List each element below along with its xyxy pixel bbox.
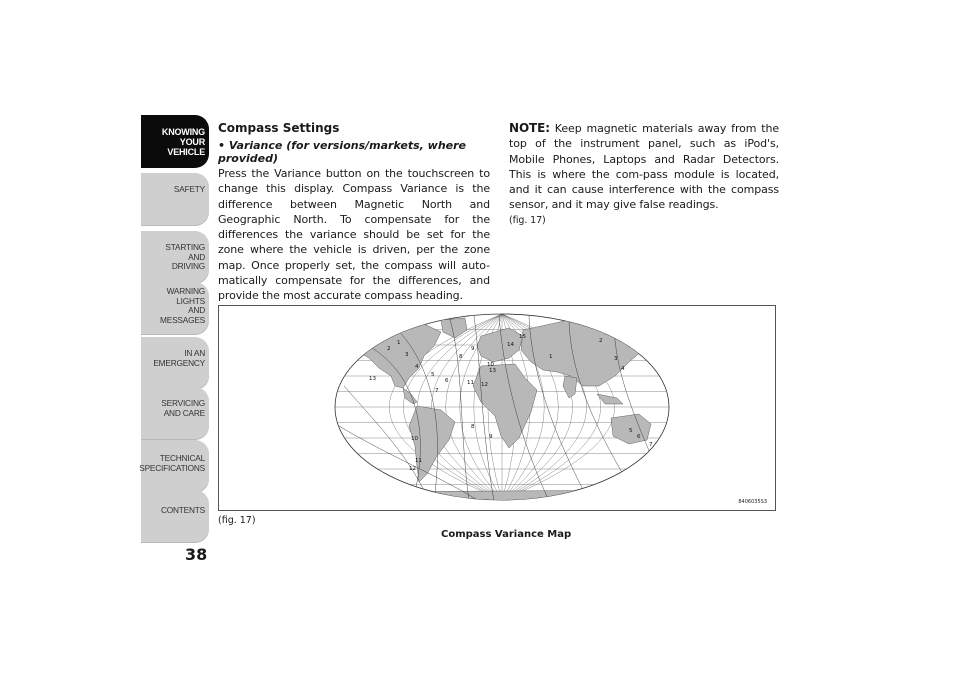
tab-label: SERVICING AND CARE	[161, 398, 205, 418]
zone-number-label: 8	[459, 354, 463, 360]
zone-number-label: 15	[519, 334, 526, 340]
figure-caption: Compass Variance Map	[441, 529, 572, 540]
compass-variance-map	[218, 305, 776, 511]
page-number: 38	[185, 545, 208, 564]
zone-number-label: 8	[471, 424, 475, 430]
zone-number-label: 2	[387, 346, 391, 352]
tab-starting-and-driving[interactable]	[141, 231, 209, 284]
zone-number-label: 11	[415, 458, 422, 464]
tab-label: KNOWING YOUR VEHICLE	[161, 127, 205, 157]
tab-label: SAFETY	[173, 184, 205, 194]
zone-number-label: 2	[599, 338, 603, 344]
tab-technical-specifications[interactable]	[141, 440, 209, 493]
zone-number-label: 5	[431, 372, 435, 378]
zone-number-label: 4	[415, 364, 419, 370]
zone-number-label: 9	[489, 434, 493, 440]
tab-label: IN AN EMERGENCY	[153, 348, 205, 368]
note-text: Keep magnetic materials away from the top of the instrument panel, such as iPod's, Mobile Phones, Laptops and Radar Detectors. This is where the com-pass module is located, and it can cause interference with the compass sensor, and it may give false readings.	[509, 122, 779, 212]
zone-number-label: 10	[487, 362, 494, 368]
zone-number-label: 11	[467, 380, 474, 386]
tab-label: STARTING AND DRIVING	[165, 242, 205, 271]
zone-number-label: 13	[489, 368, 496, 374]
tab-label: TECHNICAL SPECIFICATIONS	[139, 453, 205, 473]
zone-number-label: 3	[614, 356, 618, 362]
zone-number-label: 3	[405, 352, 409, 358]
tab-label: WARNING LIGHTS AND MESSAGES	[160, 286, 205, 325]
zone-number-label: 10	[411, 436, 418, 442]
zone-number-label: 7	[649, 442, 653, 448]
variance-paragraph: Press the Variance button on the touchscreen to change this display. Compass Variance is the difference between Magnetic North and Geographic North. To compensate for the differences the variance should be set for the zone where the vehicle is driven, per the zone map. Once properly set, the compass will auto-matically compensate for the differences, and provide the most accurate compass heading.	[218, 167, 490, 303]
tab-contents[interactable]	[141, 490, 209, 543]
zone-number-label: 1	[397, 340, 401, 346]
zone-number-label: 6	[445, 378, 449, 384]
tab-servicing-and-care[interactable]	[141, 387, 209, 440]
tab-safety[interactable]	[141, 173, 209, 226]
zone-number-label: 5	[629, 428, 633, 434]
zone-number-label: 12	[481, 382, 488, 388]
tab-warning-lights[interactable]	[141, 282, 209, 335]
figure-code: 8406035S3	[738, 499, 767, 505]
note-label: NOTE:	[509, 121, 550, 135]
figure-label: (fig. 17)	[218, 515, 256, 526]
tab-label: CONTENTS	[160, 505, 205, 515]
zone-number-label: 9	[471, 346, 475, 352]
zone-number-label: 13	[369, 376, 376, 382]
left-column	[218, 121, 490, 304]
tab-in-an-emergency[interactable]	[141, 337, 209, 390]
zone-number-label: 4	[621, 366, 625, 372]
world-map-drawing	[219, 306, 777, 512]
bullet-variance: • Variance (for versions/markets, where provided)	[218, 139, 466, 165]
zone-number-label: 14	[507, 342, 514, 348]
zone-number-label: 12	[409, 466, 416, 472]
right-column	[509, 121, 779, 228]
tab-knowing-your-vehicle[interactable]	[141, 115, 209, 168]
section-heading: Compass Settings	[218, 121, 340, 135]
note-fig-ref: (fig. 17)	[509, 214, 546, 226]
zone-number-label: 6	[637, 434, 641, 440]
zone-number-label: 1	[549, 354, 553, 360]
zone-number-label: 7	[435, 388, 439, 394]
note-paragraph	[509, 121, 779, 213]
